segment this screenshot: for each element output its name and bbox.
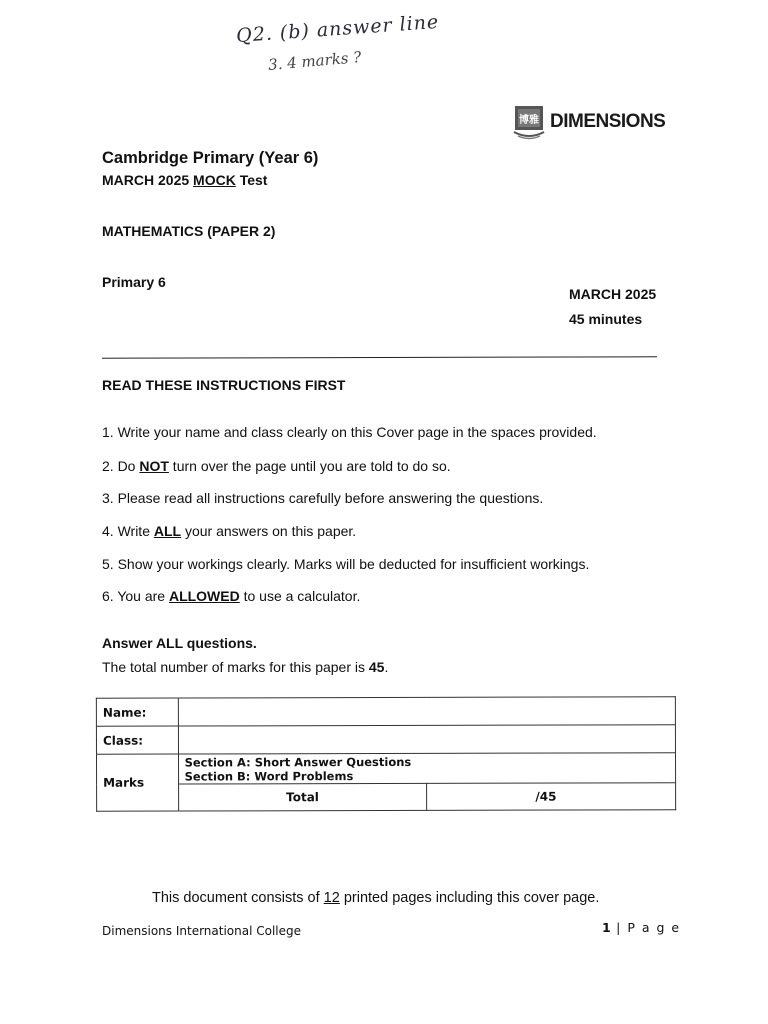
instruction-emphasis: NOT — [139, 458, 169, 474]
name-field[interactable] — [178, 697, 676, 726]
paper-title: MATHEMATICS (PAPER 2) — [102, 223, 276, 239]
instruction-item — [102, 424, 597, 440]
section-a-label: Section A: Short Answer Questions — [184, 754, 412, 770]
page-count-text: printed pages including this cover page. — [339, 890, 600, 906]
divider — [102, 356, 657, 358]
page-count-line — [152, 890, 599, 906]
page-count-text: This document consists of — [152, 890, 324, 906]
instruction-text: 3. Please read all instructions carefully before answering the questions. — [102, 490, 544, 506]
handwritten-note-line1: Q2. (b) answer line — [235, 10, 440, 48]
instruction-emphasis: ALLOWED — [168, 588, 240, 604]
instruction-text: 5. Show your workings clearly. Marks will be deducted for insufficient workings. — [102, 556, 590, 572]
instruction-emphasis: ALL — [153, 523, 182, 539]
subtitle-part: MARCH 2025 — [102, 172, 194, 188]
exam-title: Cambridge Primary (Year 6) — [102, 149, 319, 167]
total-marks-text: . — [384, 659, 389, 675]
instruction-item — [102, 458, 451, 474]
instruction-item — [102, 556, 589, 572]
instruction-text: 1. Write your name and class clearly on this Cover page in the spaces provided. — [102, 424, 597, 440]
instruction-text: 6. You are — [102, 588, 169, 604]
exam-duration: 45 minutes — [569, 311, 643, 327]
instruction-text: turn over the page until you are told to do so. — [168, 458, 451, 474]
subtitle-underlined: MOCK — [193, 172, 236, 188]
exam-subtitle — [102, 172, 267, 188]
instruction-item — [102, 490, 543, 506]
instruction-item — [102, 523, 356, 539]
cover-table — [96, 696, 676, 812]
college-name: Dimensions International College — [102, 924, 302, 938]
level-label: Primary 6 — [102, 274, 166, 290]
page-count-value: 12 — [323, 890, 340, 906]
instruction-text: to use a calculator. — [239, 588, 361, 604]
class-label: Class: — [96, 726, 178, 754]
instruction-text: 2. Do — [102, 458, 140, 474]
instruction-item — [102, 588, 360, 604]
total-score[interactable]: /45 — [427, 783, 676, 811]
section-b-label: Section B: Word Problems — [184, 769, 354, 784]
exam-month: MARCH 2025 — [569, 286, 657, 302]
class-field[interactable] — [178, 725, 676, 754]
marks-label: Marks — [96, 754, 178, 811]
total-marks-line — [102, 659, 388, 675]
instruction-text: 4. Write — [102, 523, 154, 539]
sections-cell — [178, 753, 676, 784]
dimensions-emblem-icon — [512, 104, 546, 140]
instructions-heading: READ THESE INSTRUCTIONS FIRST — [102, 377, 346, 393]
total-label: Total — [178, 783, 427, 811]
subtitle-part: Test — [235, 172, 268, 188]
dimensions-logo — [512, 104, 665, 140]
answer-heading: Answer ALL questions. — [102, 635, 257, 651]
svg-text:博雅: 博雅 — [519, 115, 539, 126]
name-label: Name: — [96, 698, 178, 726]
instruction-text: your answers on this paper. — [181, 523, 357, 539]
handwritten-note-line2: 3. 4 marks ? — [267, 47, 362, 75]
page-number-value: 1 — [602, 920, 611, 935]
page-number — [602, 920, 681, 935]
logo-text: DIMENSIONS — [550, 111, 666, 132]
page-label: | P a g e — [610, 920, 681, 935]
total-marks-text: The total number of marks for this paper is — [102, 659, 369, 675]
total-marks-value: 45 — [368, 659, 385, 675]
